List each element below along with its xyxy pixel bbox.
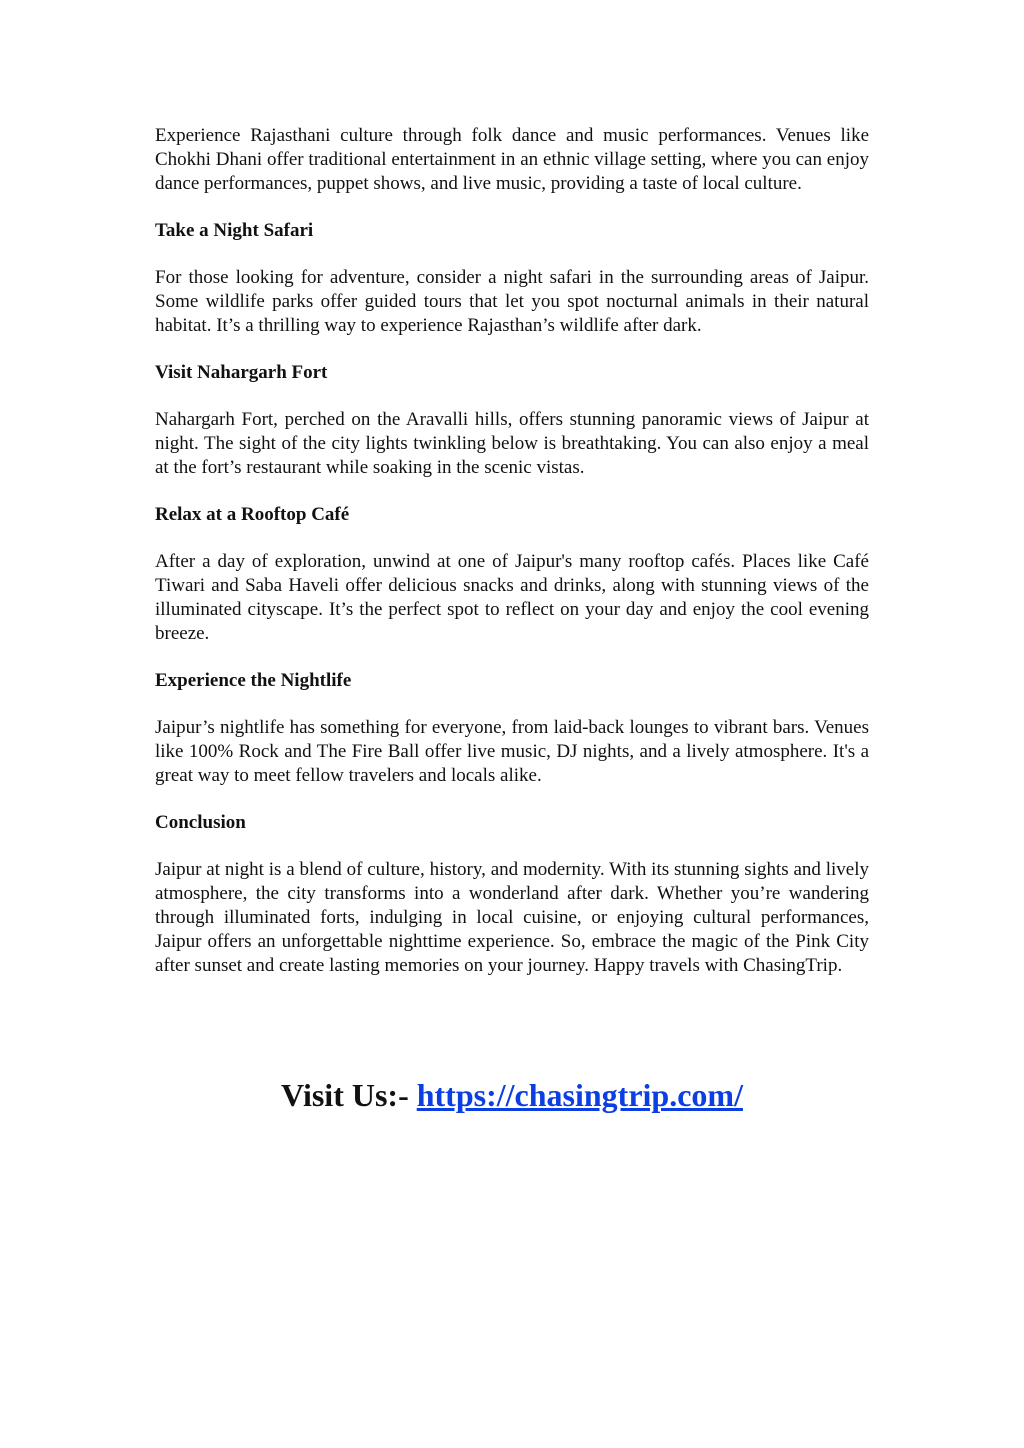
nahargarh-heading: Visit Nahargarh Fort <box>155 362 328 383</box>
night-safari-paragraph: For those looking for adventure, consider a night safari in the surrounding areas of Jaipur. Some wildlife parks offer guided tours that let you spot nocturnal animals in their natural habitat. It’s a thrilling way to experience Rajasthan’s wildlife after dark. <box>155 267 869 336</box>
nightlife-paragraph: Jaipur’s nightlife has something for everyone, from laid-back lounges to vibrant bars. Venues like 100% Rock and The Fire Ball offer live music, DJ nights, and a lively atmosphere. It's a great way to meet fellow travelers and locals alike. <box>155 717 869 786</box>
conclusion-heading: Conclusion <box>155 812 246 833</box>
intro-paragraph: Experience Rajasthani culture through folk dance and music performances. Venues like Chokhi Dhani offer traditional entertainment in an ethnic village setting, where you can enjoy dance performances, puppet shows, and live music, providing a taste of local culture. <box>155 125 869 194</box>
rooftop-heading: Relax at a Rooftop Café <box>155 504 350 525</box>
night-safari-heading: Take a Night Safari <box>155 220 314 241</box>
visit-us-footer <box>0 1073 1024 1117</box>
visit-us-label: Visit Us:- <box>281 1077 417 1113</box>
conclusion-paragraph: Jaipur at night is a blend of culture, history, and modernity. With its stunning sights and lively atmosphere, the city transforms into a wonderland after dark. Whether you’re wandering through illuminated forts, indulging in local cuisine, or enjoying cultural performances, Jaipur offers an unforgettable nighttime experience. So, embrace the magic of the Pink City after sunset and create lasting memories on your journey. Happy travels with ChasingTrip. <box>155 859 869 976</box>
rooftop-paragraph: After a day of exploration, unwind at one of Jaipur's many rooftop cafés. Places like Café Tiwari and Saba Haveli offer delicious snacks and drinks, along with stunning views of the illuminated cityscape. It’s the perfect spot to reflect on your day and enjoy the cool evening breeze. <box>155 551 869 644</box>
nightlife-heading: Experience the Nightlife <box>155 670 352 691</box>
nahargarh-paragraph: Nahargarh Fort, perched on the Aravalli hills, offers stunning panoramic views of Jaipur at night. The sight of the city lights twinkling below is breathtaking. You can also enjoy a meal at the fort’s restaurant while soaking in the scenic vistas. <box>155 409 869 478</box>
website-link[interactable]: https://chasingtrip.com/ <box>416 1077 743 1113</box>
document-body <box>155 124 869 978</box>
